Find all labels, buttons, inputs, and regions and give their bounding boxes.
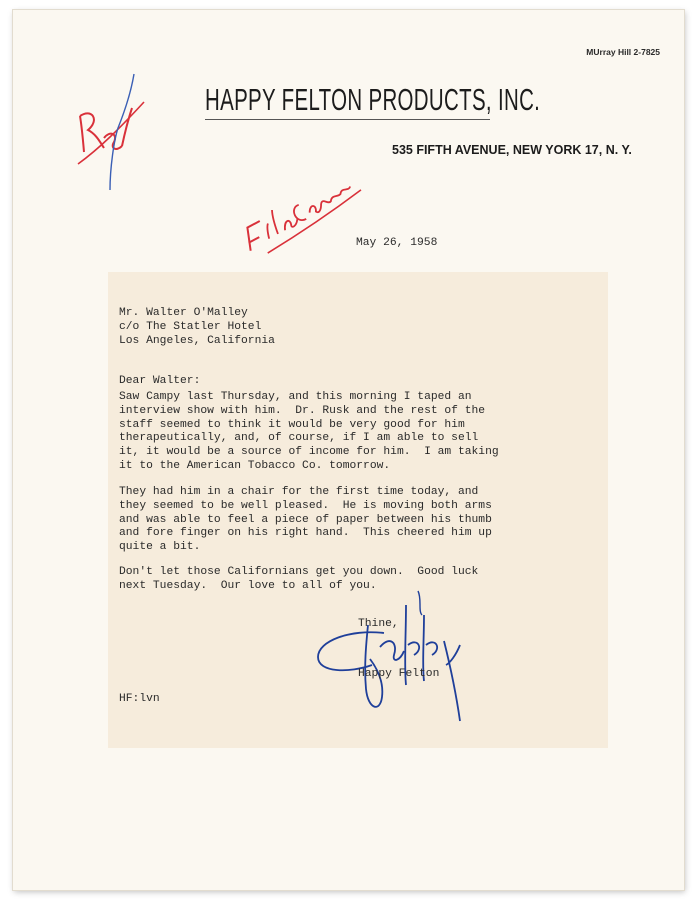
signer-name: Happy Felton [358, 668, 440, 680]
signature [310, 585, 490, 725]
body-line: it, it would be a source of income for him. I am taking [119, 446, 499, 459]
body-line: Saw Campy last Thursday, and this morning I taped an [119, 391, 472, 403]
body-line: quite a bit. [119, 541, 201, 554]
inside-address-line: c/o The Statler Hotel [119, 320, 262, 333]
body-line: They had him in a chair for the first time today, and [119, 486, 479, 498]
body-line: next Tuesday. Our love to all of you. [119, 579, 377, 592]
inside-address [119, 307, 275, 348]
body-line: therapeutically, and, of course, if I am able to sell [119, 432, 479, 445]
body-line: and fore finger on his right hand. This cheered him up [119, 527, 492, 540]
letter-date: May 26, 1958 [356, 237, 438, 249]
body-paragraph-1 [119, 391, 499, 474]
body-line: staff seemed to think it would be very good for him [119, 418, 465, 431]
body-line: and was able to feel a piece of paper between his thumb [119, 513, 492, 526]
red-pencil-mark [70, 68, 150, 198]
body-line: interview show with him. Dr. Rusk and the rest of the [119, 404, 486, 417]
body-line: it to the American Tobacco Co. tomorrow. [119, 459, 391, 472]
salutation: Dear Walter: [119, 375, 201, 387]
closing: Thine, [358, 618, 399, 630]
inside-address-line: Mr. Walter O'Malley [119, 307, 248, 319]
company-name: HAPPY FELTON PRODUCTS, INC. [205, 82, 541, 117]
body-line: Don't let those Californians get you down. Good luck [119, 566, 479, 578]
body-line: they seemed to be well pleased. He is moving both arms [119, 499, 492, 512]
company-address: 535 FIFTH AVENUE, NEW YORK 17, N. Y. [392, 143, 632, 157]
phone-number: MUrray Hill 2-7825 [586, 47, 660, 57]
file-campanella-note [220, 162, 380, 277]
typist-initials: HF:lvn [119, 693, 160, 705]
letterhead-underline [205, 119, 490, 120]
inside-address-line: Los Angeles, California [119, 334, 275, 347]
body-paragraph-2 [119, 486, 492, 555]
